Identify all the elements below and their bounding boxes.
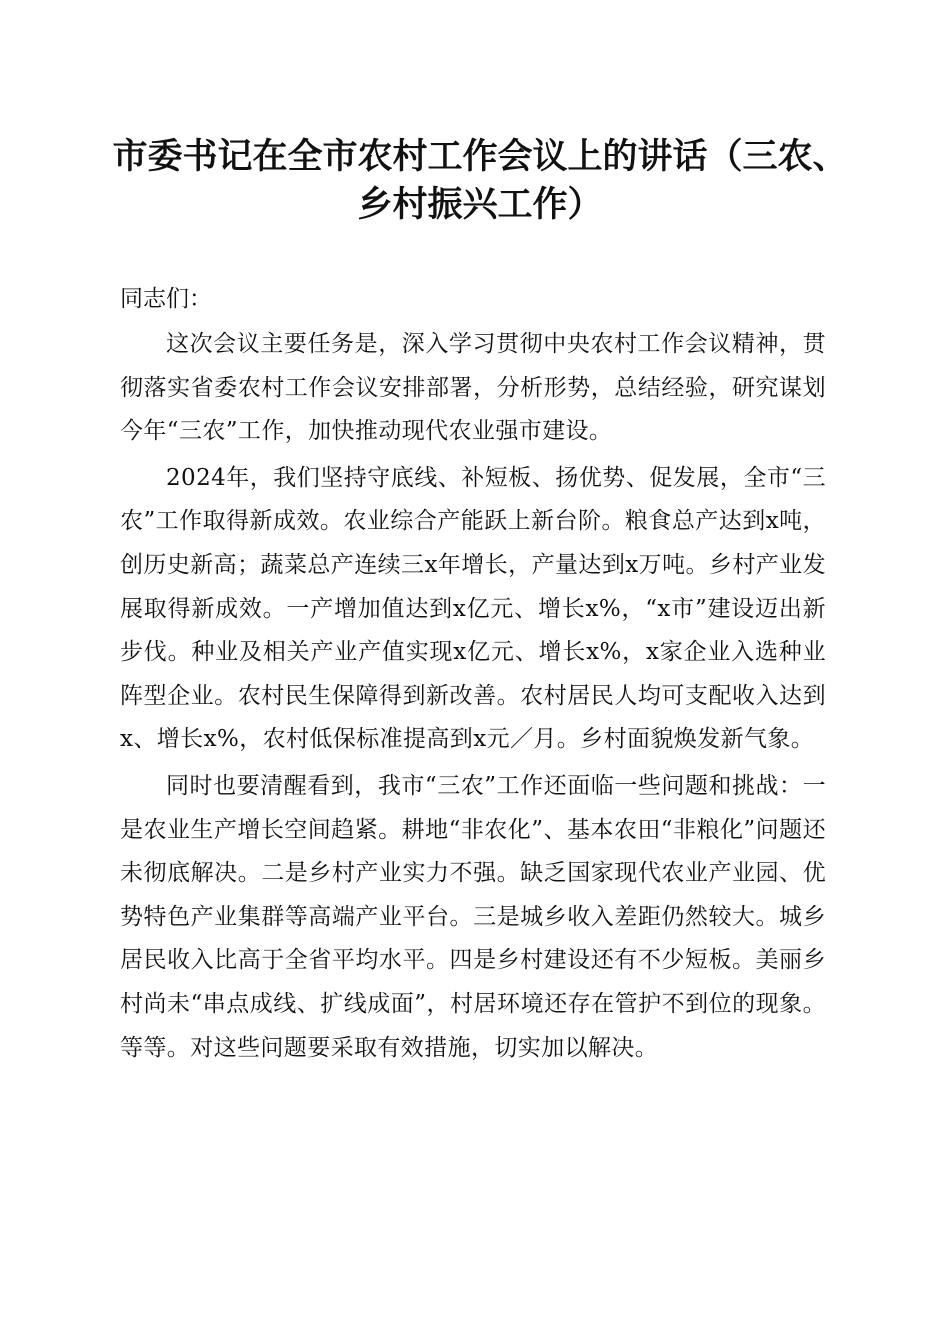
document-body (120, 323, 826, 1073)
paragraph-meeting-tasks: 这次会议主要任务是，深入学习贯彻中央农村工作会议精神，贯彻落实省委农村工作会议安排部署，分析形势，总结经验，研究谋划今年“三农”工作，加快推动现代农业强市建设。 (120, 331, 826, 445)
salutation: 同志们： (120, 286, 212, 312)
title-line-2: 乡村振兴工作） (357, 185, 603, 225)
title-line-1: 市委书记在全市农村工作会议上的讲话（三农、 (112, 137, 848, 177)
paragraph-2024-achievements: 2024年，我们坚持守底线、补短板、扬优势、促发展，全市“三农”工作取得新成效。农业综合产能跃上新台阶。粮食总产达到x吨，创历史新高；蔬菜总产连续三x年增长，产量达到x万吨。乡村产业发展取得新成效。一产增加值达到x亿元、增长x%，“x市”建设迈出新步伐。种业及相关产业产值实现x亿元、增长x%，x家企业入选种业阵型企业。农村民生保障得到新改善。农村居民人均可支配收入达到x、增长x%，农村低保标准提高到x元／月。乡村面貌焕发新气象。 (120, 464, 826, 753)
document-title (100, 133, 860, 229)
paragraph-problems-challenges: 同时也要清醒看到，我市“三农”工作还面临一些问题和挑战：一是农业生产增长空间趋紧。耕地“非农化”、基本农田“非粮化”问题还未彻底解决。二是乡村产业实力不强。缺乏国家现代农业产业园、优势特色产业集群等高端产业平台。三是城乡收入差距仍然较大。城乡居民收入比高于全省平均水平。四是乡村建设还有不少短板。美丽乡村尚未“串点成线、扩线成面”，村居环境还存在管护不到位的现象。等等。对这些问题要采取有效措施，切实加以解决。 (120, 772, 826, 1061)
